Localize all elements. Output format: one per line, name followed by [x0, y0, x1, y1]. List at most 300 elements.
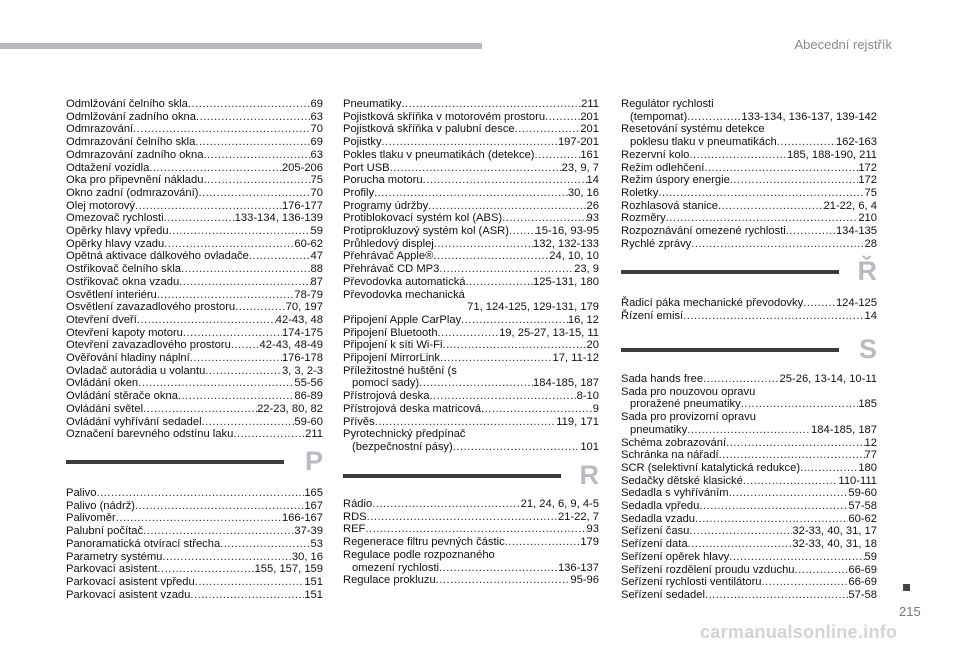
index-entry-pages: 53	[310, 537, 323, 550]
index-entry-term: Opěrky hlavy vzadu	[66, 237, 165, 250]
index-entry	[343, 162, 599, 175]
index-entry-pages: 23, 9, 7	[561, 161, 599, 174]
index-entry	[66, 390, 323, 403]
index-entry-pages: 133-134, 136-137, 139-142	[741, 110, 877, 123]
dot-leader	[249, 250, 311, 263]
index-entry	[343, 428, 599, 453]
index-entry-pages: 78-79	[294, 288, 323, 301]
index-entry	[66, 225, 323, 238]
index-entry-pages: 63	[310, 148, 323, 161]
index-entry	[621, 513, 877, 526]
index-entry	[66, 200, 323, 213]
index-column-o	[66, 98, 323, 441]
index-entry	[621, 386, 877, 411]
dot-leader	[157, 289, 295, 302]
index-entry	[343, 498, 599, 511]
dot-leader	[502, 212, 586, 225]
index-entry	[621, 174, 877, 187]
dot-leader	[795, 564, 849, 577]
index-entry-term: Porucha motoru	[343, 174, 423, 187]
index-entry-term: Otevření kapoty motoru	[66, 326, 183, 339]
index-entry-term: Připojení MirrorLink	[343, 352, 440, 365]
index-entry-pages: 132, 132-133	[533, 237, 599, 250]
section-divider	[621, 348, 839, 352]
index-entry-term: Palubní počítač	[66, 525, 144, 538]
index-entry	[621, 525, 877, 538]
index-entry-term: Rozhlasová stanice	[621, 199, 719, 212]
page-header-title: Abecední rejstřík	[794, 37, 892, 52]
dot-leader	[365, 523, 586, 536]
dot-leader	[188, 98, 311, 111]
index-entry-pages: 176-178	[281, 352, 323, 365]
index-entry	[621, 123, 877, 148]
index-entry-pages: 176-177	[281, 199, 323, 212]
dot-leader	[401, 98, 581, 111]
index-entry-pages: 101	[580, 440, 599, 453]
index-entry-continuation	[621, 136, 877, 149]
dot-leader	[762, 576, 849, 589]
index-entry-pages: 110-111	[838, 474, 877, 487]
index-entry	[621, 411, 877, 436]
index-entry-pages: 185, 188-190, 211	[787, 148, 877, 161]
index-entry-pages: 71, 124-125, 129-131, 179	[467, 301, 599, 314]
index-entry-term-cont: pneumatiky	[630, 423, 688, 436]
index-entry-term: Omezovač rychlosti	[66, 212, 164, 225]
section-letter-rr: Ř	[857, 256, 877, 286]
dot-leader	[705, 589, 848, 602]
index-entry-pages: 21-22, 6, 4	[823, 199, 877, 212]
index-entry-term: Opěrky hlavy vpředu	[66, 225, 169, 238]
dot-leader	[703, 373, 779, 386]
index-entry-term: Odtažení vozidla	[66, 161, 150, 174]
section-header-rr	[621, 256, 877, 288]
index-entry	[621, 449, 877, 462]
index-entry	[66, 551, 323, 564]
index-entry	[66, 487, 323, 500]
dot-leader	[689, 149, 787, 162]
index-entry	[621, 576, 877, 589]
index-entry-pages: 70	[310, 186, 323, 199]
header-bar	[0, 43, 482, 49]
index-entry-term: Rychlé zprávy	[621, 237, 692, 250]
index-entry	[621, 487, 877, 500]
index-entry-pages: 69	[310, 136, 323, 149]
dot-leader	[429, 390, 576, 403]
dot-leader	[545, 111, 580, 124]
index-entry-pages: 70	[310, 123, 323, 136]
dot-leader	[235, 301, 286, 314]
index-entry-term: Převodovka mechanická	[343, 288, 465, 301]
dot-leader	[453, 441, 581, 454]
dot-leader	[164, 238, 294, 251]
index-entry-pages: 59	[864, 550, 877, 563]
index-entry-term: Pojistková skříňka v palubní desce	[343, 123, 515, 136]
index-entry-pages: 47	[310, 250, 323, 263]
index-entry-term: Seřízení opěrek hlavy	[621, 550, 730, 563]
index-column-p-cont	[343, 98, 599, 454]
index-entry-term: SCR (selektivní katalytická redukce)	[621, 461, 801, 474]
index-entry-term: Opětná aktivace dálkového ovladače	[66, 250, 249, 263]
index-entry-term: Parkovací asistent vpředu	[66, 575, 195, 588]
index-entry-term: Ověřování hladiny náplní	[66, 352, 190, 365]
dot-leader	[440, 352, 553, 365]
index-entry-term: RDS	[343, 510, 367, 523]
index-entry-pages: 172	[858, 174, 877, 187]
index-entry-pages: 119, 171	[556, 415, 599, 428]
index-column-p	[66, 487, 323, 601]
dot-leader	[198, 187, 310, 200]
index-entry-term: Ostřikovač okna vzadu	[66, 275, 180, 288]
index-entry	[621, 238, 877, 251]
index-entry-term: Programy údržby	[343, 199, 429, 212]
index-entry-pages: 185	[858, 398, 877, 411]
dot-leader	[390, 162, 562, 175]
dot-leader	[719, 449, 865, 462]
dot-leader	[135, 500, 304, 513]
index-entry	[66, 589, 323, 602]
index-entry-pages: 174-175	[281, 326, 323, 339]
index-entry	[66, 289, 323, 302]
index-entry-term: Převodovka automatická	[343, 275, 466, 288]
index-entry-term: Oka pro připevnění nákladu	[66, 174, 204, 187]
index-entry	[66, 538, 323, 551]
dot-leader	[777, 136, 836, 149]
index-entry-pages: 165	[304, 487, 323, 499]
index-entry	[343, 212, 599, 225]
index-entry	[343, 549, 599, 574]
section-letter-r: R	[579, 460, 599, 490]
index-entry	[66, 162, 323, 175]
dot-leader	[442, 339, 586, 352]
index-entry	[66, 98, 323, 111]
watermark: carmanualsonline.info	[700, 622, 898, 642]
index-entry-continuation	[343, 377, 599, 390]
dot-leader	[461, 314, 568, 327]
dot-leader	[433, 250, 549, 263]
index-entry-pages: 205-206	[281, 161, 323, 174]
index-entry-pages: 93	[586, 523, 599, 536]
dot-leader	[439, 562, 558, 575]
dot-leader	[143, 525, 294, 538]
index-entry-pages: 59-60	[848, 487, 877, 500]
index-column-r-cont	[621, 98, 877, 250]
index-entry-pages: 87	[310, 275, 323, 288]
index-entry	[66, 250, 323, 263]
dot-leader	[367, 511, 558, 524]
index-entry-pages: 21-22, 7	[557, 510, 599, 523]
index-entry-pages: 70, 197	[285, 301, 323, 314]
dot-leader	[195, 576, 305, 589]
index-entry-pages: 3, 3, 2-3	[281, 364, 323, 377]
dot-leader	[205, 365, 282, 378]
dot-leader	[190, 589, 304, 602]
index-entry-term: Panoramatická otvírací střecha	[66, 537, 221, 550]
index-entry-pages: 60-62	[848, 512, 877, 525]
index-entry-pages: 26	[586, 199, 599, 212]
dot-leader	[729, 487, 849, 500]
index-entry-pages: 77	[864, 449, 877, 462]
index-entry-term: Seřízení sedadel	[621, 588, 705, 601]
index-entry-term: Ovládání oken	[66, 377, 139, 390]
index-entry	[66, 576, 323, 589]
index-entry-term: Příležitostné huštění (s	[343, 364, 457, 377]
index-entry-pages: 210	[858, 212, 877, 225]
index-entry-pages: 8-10	[576, 390, 599, 403]
index-entry	[343, 536, 599, 549]
index-entry-term: REF	[343, 523, 366, 536]
index-entry	[343, 263, 599, 276]
dot-leader	[803, 297, 836, 310]
dot-leader	[699, 500, 848, 513]
index-entry-term: Řadicí páka mechanické převodovky	[621, 297, 804, 309]
index-entry	[66, 525, 323, 538]
index-entry-pages: 32-33, 40, 31, 17	[792, 525, 877, 538]
index-entry	[343, 187, 599, 200]
index-entry-term: Profily	[343, 186, 375, 199]
dot-leader	[382, 136, 558, 149]
section-letter-s: S	[858, 334, 877, 364]
index-entry	[66, 263, 323, 276]
dot-leader	[743, 475, 839, 488]
index-entry	[66, 403, 323, 416]
index-entry-pages: 172	[858, 161, 877, 174]
dot-leader	[157, 563, 254, 576]
index-entry	[343, 403, 599, 416]
index-entry	[66, 365, 323, 378]
dot-leader	[535, 149, 581, 162]
index-entry-term: Parkovací asistent	[66, 563, 158, 576]
index-entry-term: Ostřikovač čelního skla	[66, 263, 182, 276]
index-entry-term: Regenerace filtru pevných částic	[343, 536, 505, 549]
index-entry-pages: 133-134, 136-139	[234, 212, 323, 225]
index-entry-pages: 14	[586, 174, 599, 187]
section-divider	[343, 474, 561, 478]
index-entry-term: Odmlžování zadního okna	[66, 110, 196, 123]
index-entry	[66, 339, 323, 352]
dot-leader	[178, 390, 294, 403]
index-entry-term: Regulace podle rozpoznaného	[343, 548, 495, 561]
index-entry-pages: 37-39	[294, 525, 323, 538]
index-entry-pages: 162-163	[835, 136, 877, 149]
index-entry-term: Sedačky dětské klasické	[621, 474, 743, 487]
index-entry	[621, 373, 877, 386]
dot-leader	[372, 498, 520, 511]
index-entry-term: Resetování systému detekce	[621, 123, 765, 136]
index-entry-continuation	[343, 301, 599, 314]
dot-leader	[233, 428, 305, 441]
index-entry	[343, 149, 599, 162]
dot-leader	[374, 187, 568, 200]
section-header-s	[621, 334, 877, 366]
index-column-r	[343, 498, 599, 587]
index-entry-pages: 16, 12	[567, 313, 599, 326]
index-entry	[343, 238, 599, 251]
index-entry	[66, 136, 323, 149]
dot-leader	[481, 403, 593, 416]
index-entry	[66, 563, 323, 576]
index-entry	[621, 98, 877, 123]
dot-leader	[730, 174, 859, 187]
index-entry-pages: 125-131, 180	[533, 275, 599, 288]
index-entry-pages: 184-185, 187	[533, 377, 599, 390]
dot-leader	[439, 263, 574, 276]
index-entry-pages: 211	[581, 98, 599, 110]
index-entry-term: Seřízení času	[621, 525, 690, 538]
index-entry-term: Ovládání stěrače okna	[66, 390, 178, 403]
dot-leader	[143, 403, 257, 416]
index-entry	[66, 212, 323, 225]
index-entry-continuation	[621, 398, 877, 411]
index-entry-pages: 75	[864, 186, 877, 199]
index-entry-term: Olej motorový	[66, 199, 136, 212]
index-column-s	[621, 373, 877, 602]
index-entry-term: Seřízení rychlosti ventilátoru	[621, 576, 762, 589]
index-entry	[343, 250, 599, 263]
index-entry-pages: 25-26, 13-14, 10-11	[779, 373, 877, 385]
index-entry-term: Protiprokluzový systém kol (ASR)	[343, 225, 509, 238]
index-entry-pages: 201	[580, 123, 599, 136]
index-entry	[343, 200, 599, 213]
dot-leader	[505, 536, 581, 549]
index-entry-continuation	[621, 424, 877, 437]
dot-leader	[438, 327, 500, 340]
index-entry	[66, 500, 323, 513]
index-entry-pages: 9	[592, 402, 599, 415]
index-entry-term: Pojistky	[343, 136, 382, 149]
index-entry	[66, 377, 323, 390]
index-entry-pages: 88	[310, 263, 323, 276]
index-entry-term: Přehrávač CD MP3	[343, 263, 440, 276]
index-entry-term: Seřízení data	[621, 538, 688, 551]
index-entry	[66, 301, 323, 314]
dot-leader	[202, 416, 295, 429]
index-entry-term: Přívěs	[343, 415, 375, 428]
index-entry-pages: 42-43, 48	[275, 313, 323, 326]
index-entry	[66, 187, 323, 200]
index-entry-pages: 32-33, 40, 31, 18	[792, 538, 877, 551]
index-entry-term: Sedadla vzadu	[621, 512, 696, 525]
index-entry-pages: 151	[304, 588, 323, 601]
dot-leader	[375, 416, 557, 429]
index-entry	[343, 390, 599, 403]
index-entry-term: Připojení Apple CarPlay	[343, 313, 462, 326]
index-entry	[621, 225, 877, 238]
index-entry-pages: 155, 157, 159	[254, 563, 323, 576]
index-entry	[343, 314, 599, 327]
index-entry-pages: 19, 25-27, 13-15, 11	[499, 326, 599, 339]
index-entry-pages: 57-58	[848, 500, 877, 513]
index-entry	[343, 98, 599, 111]
index-entry-term-cont: (bezpečnostní pásy)	[352, 440, 453, 453]
dot-leader	[169, 225, 311, 238]
index-entry-continuation	[343, 562, 599, 575]
dot-leader	[695, 513, 848, 526]
index-entry	[621, 187, 877, 200]
index-entry-pages: 59	[310, 225, 323, 238]
index-entry-term: Přehrávač Apple®	[343, 250, 434, 263]
index-entry-term: Palivo (nádrž)	[66, 499, 136, 512]
index-entry-term: Seřízení rozdělení proudu vzduchu	[621, 563, 795, 576]
index-entry-pages: 151	[304, 575, 323, 588]
dot-leader	[149, 162, 282, 175]
index-entry	[343, 416, 599, 429]
dot-leader	[96, 487, 304, 500]
index-entry	[621, 200, 877, 213]
index-entry-term: Řízení emisí	[621, 309, 684, 322]
index-entry	[66, 314, 323, 327]
index-entry-term: Odmrazování čelního skla	[66, 136, 196, 149]
index-entry-pages: 21, 24, 6, 9, 4-5	[520, 498, 599, 510]
dot-leader	[729, 551, 864, 564]
index-entry-term-cont: poklesu tlaku v pneumatikách	[630, 136, 777, 149]
index-column-rr	[621, 297, 877, 322]
index-entry	[621, 310, 877, 323]
dot-leader	[138, 377, 294, 390]
index-entry-term: Sada pro nouzovou opravu	[621, 385, 756, 398]
index-entry-term: Rezervní kolo	[621, 148, 690, 161]
index-entry	[66, 238, 323, 251]
index-entry	[66, 276, 323, 289]
index-entry-term: Pneumatiky	[343, 98, 402, 110]
dot-leader	[741, 398, 859, 411]
index-entry-term: Rozměry	[621, 212, 666, 225]
index-entry-pages: 12	[864, 436, 877, 449]
footer-marker	[903, 584, 910, 591]
index-entry-term: Parkovací asistent vzadu	[66, 588, 191, 601]
index-entry-term: Sedadla vpředu	[621, 500, 700, 513]
index-entry-continuation	[343, 441, 599, 454]
section-header-r	[343, 460, 599, 492]
index-entry-pages: 23, 9	[574, 263, 599, 276]
index-entry	[66, 327, 323, 340]
index-entry-pages: 59-60	[294, 415, 323, 428]
dot-leader	[423, 174, 587, 187]
dot-leader	[658, 187, 864, 200]
index-entry-pages: 66-69	[848, 576, 877, 589]
index-entry-term: Protiblokovací systém kol (ABS)	[343, 212, 503, 225]
dot-leader	[687, 424, 811, 437]
dot-leader	[434, 238, 533, 251]
index-entry	[343, 289, 599, 314]
index-entry-pages: 197-201	[557, 136, 599, 149]
index-entry-term: Port USB	[343, 161, 390, 174]
dot-leader	[220, 538, 310, 551]
dot-leader	[726, 437, 864, 450]
index-entry-term: Pokles tlaku v pneumatikách (detekce)	[343, 148, 535, 161]
dot-leader	[704, 162, 858, 175]
index-entry-pages: 161	[580, 148, 599, 161]
index-entry	[621, 162, 877, 175]
index-entry-term-cont: omezení rychlosti	[352, 561, 440, 574]
index-entry-pages: 22-23, 80, 82	[257, 402, 323, 415]
dot-leader	[203, 174, 310, 187]
index-entry-pages: 15-16, 93-95	[535, 225, 599, 238]
index-entry-term-cont: proražené pneumatiky	[630, 398, 741, 411]
index-entry-term: Odmrazování zadního okna	[66, 148, 204, 161]
dot-leader	[196, 111, 311, 124]
index-entry-term: Ovládání světel	[66, 402, 144, 415]
dot-leader	[135, 200, 282, 213]
index-entry-term: Přístrojová deska	[343, 390, 430, 403]
index-entry-term: Schránka na nářadí	[621, 449, 719, 462]
index-entry-term: Sedadla s vyhříváním	[621, 487, 729, 500]
dot-leader	[428, 200, 586, 213]
index-entry-pages: 20	[586, 339, 599, 352]
index-entry	[66, 174, 323, 187]
index-entry	[621, 500, 877, 513]
index-entry-term: Rozpoznávání omezené rychlosti	[621, 225, 786, 238]
index-entry-pages: 211	[305, 428, 323, 441]
